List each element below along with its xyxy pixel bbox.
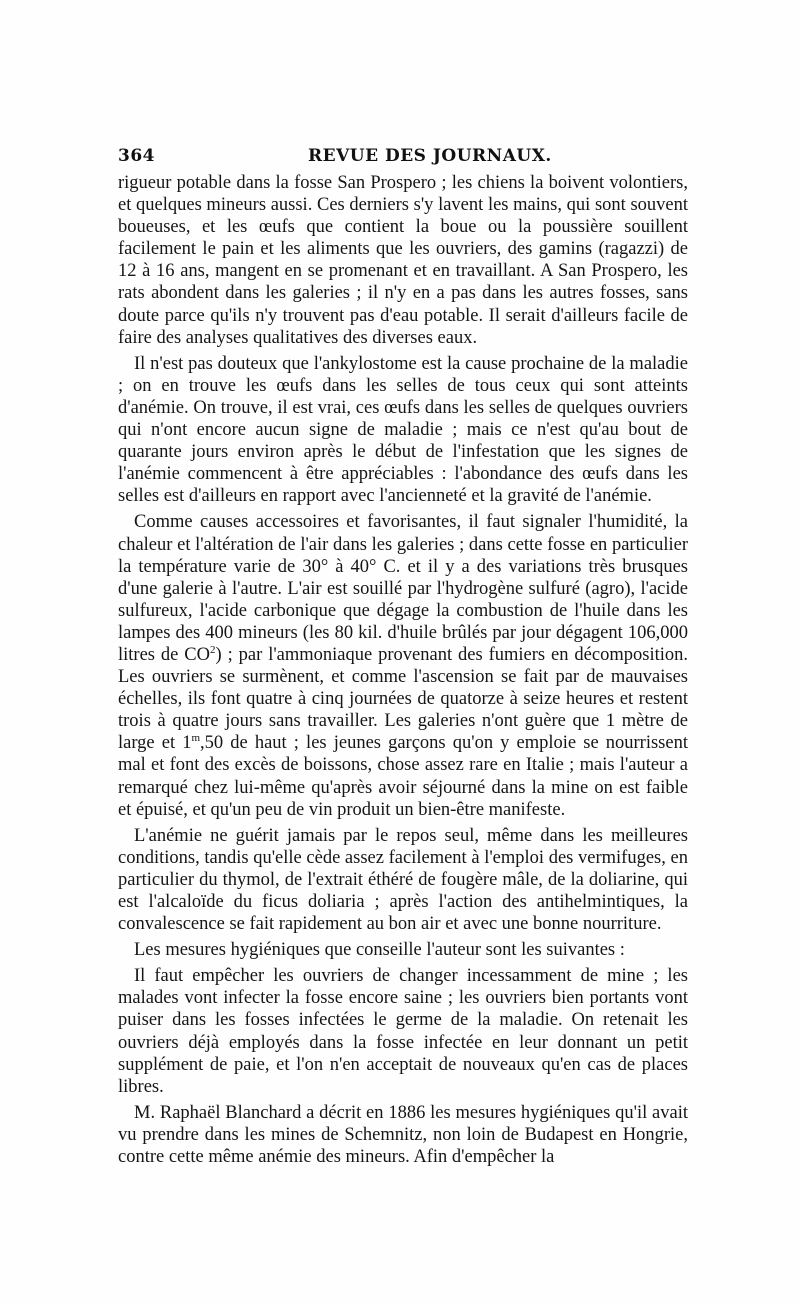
paragraph-5: Les mesures hygiéniques que conseille l'auteur sont les suivantes : xyxy=(134,940,625,961)
paragraph-2: Il n'est pas douteux que l'ankylostome est la cause prochaine de la maladie ; on en trouve les œufs dans les selles de tous ceux qui sont atteints d'anémie. On trouve, il est vrai, ces œufs dans les selles de quelques ouvriers qui n'ont encore aucun signe de maladie ; mais ce n'est qu'au bout de quarante jours environ après le début de l'infestation que les signes de l'anémie commencent à être appréciables : l'abondance des œufs dans les selles est d'ailleurs en rapport avec l'ancienneté et la gravité de l'anémie. xyxy=(118,353,688,507)
superscript-meter: m xyxy=(191,732,201,745)
body-text xyxy=(118,172,688,1168)
paragraph-4: L'anémie ne guérit jamais par le repos seul, même dans les meilleures conditions, tandis qu'elle cède assez facilement à l'emploi des vermifuges, en particulier du thymol, de l'extrait éthéré de fougère mâle, de la doliarine, qui est l'alcaloïde du ficus doliaria ; après l'action des antihelmintiques, la convalescence se fait rapidement au bon air et avec une bonne nourriture. xyxy=(118,825,688,935)
running-head: REVUE DES JOURNAUX. xyxy=(308,146,552,166)
paragraph-3-part-3: ,50 de haut ; les jeunes garçons qu'on y emploie se nourrissent mal et font des excès de boissons, chose assez rare en Italie ; mais l'auteur a remarqué chez lui-même qu'après avoir séjourné dans la mine on est faible et épuisé, et qu'un peu de vin produit un bien-être manifeste. xyxy=(118,733,688,820)
page-number: 364 xyxy=(118,146,155,166)
paragraph-3 xyxy=(118,511,688,820)
paragraph-7: M. Raphaël Blanchard a décrit en 1886 les mesures hygiéniques qu'il avait vu prendre dans les mines de Schemnitz, non loin de Budapest en Hongrie, contre cette même anémie des mineurs. Afin d'empêcher la xyxy=(118,1102,688,1168)
paragraph-3-part-1: Comme causes accessoires et favorisantes, il faut signaler l'humidité, la chaleur et l'altération de l'air dans les galeries ; dans cette fosse en particulier la température varie de 30° à 40° C. et il y a des variations très brusques d'une galerie à l'autre. L'air est souillé par l'hydrogène sulfuré (agro), l'acide sulfureux, l'acide carbonique que dégage la combustion de l'huile dans les lampes des 400 mineurs (les 80 kil. d'huile brûlés par jour dégagent 106,000 litres de CO xyxy=(118,512,688,665)
paragraph-1: rigueur potable dans la fosse San Prospero ; les chiens la boivent volontiers, et quelques mineurs aussi. Ces derniers s'y lavent les mains, qui sont souvent boueuses, et les œufs que contient la boue ou la poussière souillent facilement le pain et les aliments que les ouvriers, des gamins (ragazzi) de 12 à 16 ans, mangent en se promenant et en travaillant. A San Prospero, les rats abondent dans les galeries ; il n'y en a pas dans les autres fosses, sans doute parce qu'ils n'y trouvent pas d'eau potable. Il serait d'ailleurs facile de faire des analyses qualitatives des diverses eaux. xyxy=(118,173,688,348)
page-header xyxy=(118,146,680,172)
superscript-co2: 2 xyxy=(210,643,216,656)
paragraph-3-part-2: ) ; par l'ammoniaque provenant des fumiers en décomposition. Les ouvriers se surmènent, et comme l'ascension se fait par de mauvaises échelles, ils font quatre à cinq journées de quatorze à seize heures et restent trois à quatre jours sans travailler. Les galeries n'ont guère que 1 mètre de large et 1 xyxy=(118,644,688,754)
paragraph-6: Il faut empêcher les ouvriers de changer incessamment de mine ; les malades vont infecter la fosse encore saine ; les ouvriers bien portants vont puiser dans les fosses infectées le germe de la maladie. On retenait les ouvriers déjà employés dans la fosse infectée en leur donnant un petit supplément de paie, et l'on n'en acceptait de nouveaux qu'en cas de places libres. xyxy=(118,966,688,1097)
